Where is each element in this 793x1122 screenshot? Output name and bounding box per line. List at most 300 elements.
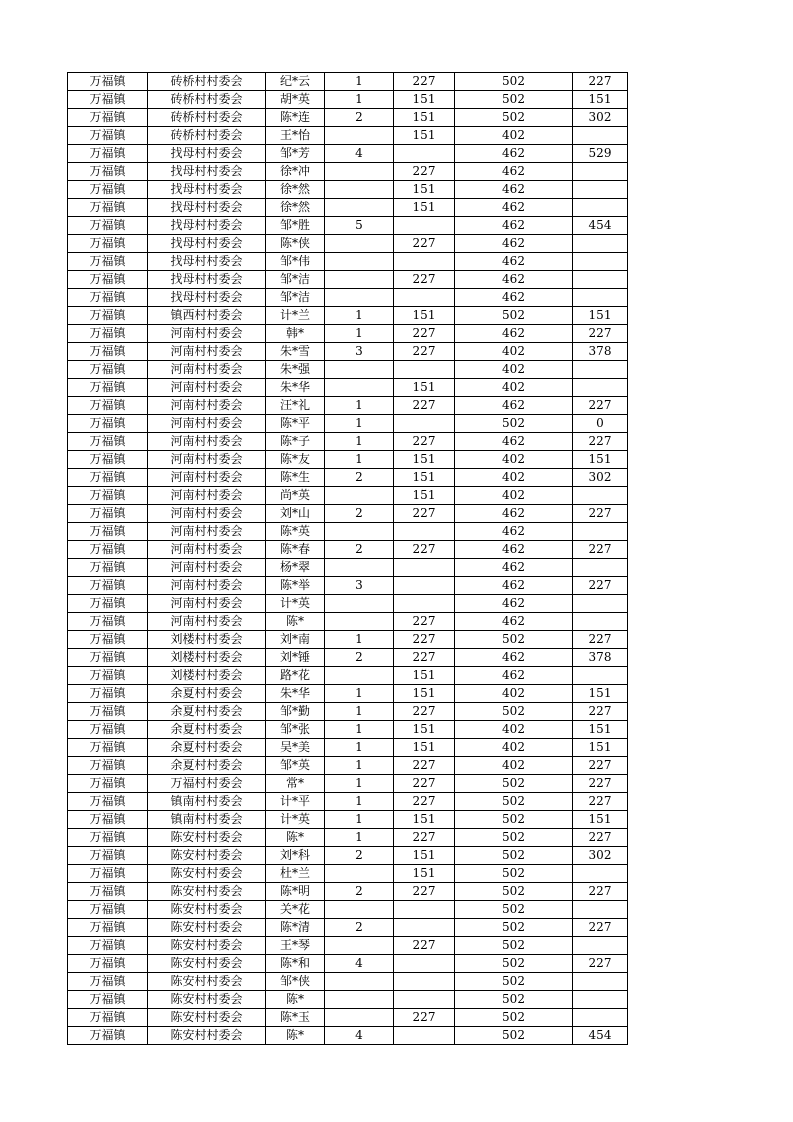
amount-a-cell: 227 <box>394 703 455 721</box>
count-cell: 1 <box>325 631 394 649</box>
committee-cell: 河南村村委会 <box>148 469 266 487</box>
amount-b-cell: 402 <box>455 685 573 703</box>
table-row <box>68 415 628 433</box>
count-cell: 2 <box>325 505 394 523</box>
committee-cell: 找母村村委会 <box>148 163 266 181</box>
count-cell: 1 <box>325 793 394 811</box>
total-cell: 151 <box>573 811 628 829</box>
total-cell <box>573 865 628 883</box>
count-cell: 2 <box>325 109 394 127</box>
amount-a-cell: 227 <box>394 649 455 667</box>
name-cell: 陈*侠 <box>266 235 325 253</box>
amount-b-cell: 462 <box>455 613 573 631</box>
committee-cell: 找母村村委会 <box>148 199 266 217</box>
town-cell: 万福镇 <box>68 991 148 1009</box>
amount-b-cell: 502 <box>455 865 573 883</box>
table-row <box>68 847 628 865</box>
committee-cell: 陈安村村委会 <box>148 883 266 901</box>
amount-a-cell: 151 <box>394 181 455 199</box>
town-cell: 万福镇 <box>68 919 148 937</box>
name-cell: 计*英 <box>266 595 325 613</box>
name-cell: 陈*平 <box>266 415 325 433</box>
total-cell: 529 <box>573 145 628 163</box>
count-cell <box>325 271 394 289</box>
table-row <box>68 289 628 307</box>
name-cell: 陈*春 <box>266 541 325 559</box>
table-row <box>68 523 628 541</box>
count-cell: 1 <box>325 757 394 775</box>
table-row <box>68 955 628 973</box>
town-cell: 万福镇 <box>68 649 148 667</box>
town-cell: 万福镇 <box>68 109 148 127</box>
count-cell: 1 <box>325 703 394 721</box>
total-cell <box>573 1009 628 1027</box>
committee-cell: 河南村村委会 <box>148 433 266 451</box>
amount-a-cell: 151 <box>394 811 455 829</box>
table-row <box>68 199 628 217</box>
total-cell: 227 <box>573 433 628 451</box>
table-row <box>68 559 628 577</box>
table-row <box>68 613 628 631</box>
total-cell <box>573 595 628 613</box>
amount-a-cell: 151 <box>394 487 455 505</box>
name-cell: 刘*南 <box>266 631 325 649</box>
amount-b-cell: 502 <box>455 811 573 829</box>
amount-a-cell: 227 <box>394 613 455 631</box>
committee-cell: 镇南村村委会 <box>148 811 266 829</box>
amount-a-cell: 151 <box>394 469 455 487</box>
count-cell: 1 <box>325 325 394 343</box>
name-cell: 汪*礼 <box>266 397 325 415</box>
amount-a-cell: 151 <box>394 667 455 685</box>
committee-cell: 余夏村村委会 <box>148 721 266 739</box>
count-cell: 4 <box>325 145 394 163</box>
table-row <box>68 379 628 397</box>
committee-cell: 河南村村委会 <box>148 415 266 433</box>
town-cell: 万福镇 <box>68 577 148 595</box>
count-cell: 1 <box>325 397 394 415</box>
town-cell: 万福镇 <box>68 865 148 883</box>
name-cell: 邹*侠 <box>266 973 325 991</box>
committee-cell: 刘楼村村委会 <box>148 649 266 667</box>
amount-b-cell: 402 <box>455 127 573 145</box>
town-cell: 万福镇 <box>68 523 148 541</box>
committee-cell: 河南村村委会 <box>148 613 266 631</box>
town-cell: 万福镇 <box>68 271 148 289</box>
count-cell: 1 <box>325 685 394 703</box>
amount-a-cell: 151 <box>394 847 455 865</box>
amount-b-cell: 502 <box>455 829 573 847</box>
committee-cell: 砖桥村村委会 <box>148 73 266 91</box>
count-cell: 1 <box>325 811 394 829</box>
total-cell <box>573 379 628 397</box>
committee-cell: 河南村村委会 <box>148 559 266 577</box>
total-cell: 302 <box>573 109 628 127</box>
town-cell: 万福镇 <box>68 451 148 469</box>
total-cell: 227 <box>573 325 628 343</box>
total-cell <box>573 901 628 919</box>
total-cell: 227 <box>573 541 628 559</box>
total-cell: 151 <box>573 91 628 109</box>
amount-b-cell: 402 <box>455 739 573 757</box>
amount-b-cell: 402 <box>455 469 573 487</box>
table-row <box>68 109 628 127</box>
count-cell: 3 <box>325 577 394 595</box>
amount-a-cell <box>394 919 455 937</box>
amount-a-cell: 151 <box>394 91 455 109</box>
name-cell: 陈*举 <box>266 577 325 595</box>
total-cell: 227 <box>573 505 628 523</box>
count-cell <box>325 595 394 613</box>
count-cell <box>325 1009 394 1027</box>
amount-b-cell: 462 <box>455 523 573 541</box>
amount-b-cell: 462 <box>455 505 573 523</box>
total-cell <box>573 361 628 379</box>
name-cell: 邹*洁 <box>266 289 325 307</box>
count-cell: 1 <box>325 73 394 91</box>
committee-cell: 陈安村村委会 <box>148 847 266 865</box>
committee-cell: 镇西村村委会 <box>148 307 266 325</box>
amount-b-cell: 502 <box>455 1027 573 1045</box>
amount-a-cell <box>394 577 455 595</box>
name-cell: 陈* <box>266 829 325 847</box>
amount-b-cell: 402 <box>455 721 573 739</box>
name-cell: 邹*英 <box>266 757 325 775</box>
committee-cell: 找母村村委会 <box>148 217 266 235</box>
total-cell: 378 <box>573 343 628 361</box>
town-cell: 万福镇 <box>68 127 148 145</box>
count-cell <box>325 361 394 379</box>
town-cell: 万福镇 <box>68 469 148 487</box>
amount-b-cell: 462 <box>455 559 573 577</box>
count-cell <box>325 991 394 1009</box>
committee-cell: 余夏村村委会 <box>148 703 266 721</box>
committee-cell: 找母村村委会 <box>148 235 266 253</box>
committee-cell: 陈安村村委会 <box>148 973 266 991</box>
table-row <box>68 361 628 379</box>
count-cell <box>325 253 394 271</box>
table-row <box>68 739 628 757</box>
committee-cell: 河南村村委会 <box>148 487 266 505</box>
count-cell <box>325 613 394 631</box>
committee-cell: 河南村村委会 <box>148 361 266 379</box>
table-row <box>68 829 628 847</box>
name-cell: 邹*胜 <box>266 217 325 235</box>
amount-b-cell: 462 <box>455 667 573 685</box>
town-cell: 万福镇 <box>68 361 148 379</box>
amount-b-cell: 402 <box>455 343 573 361</box>
count-cell: 1 <box>325 307 394 325</box>
count-cell: 2 <box>325 919 394 937</box>
town-cell: 万福镇 <box>68 181 148 199</box>
committee-cell: 找母村村委会 <box>148 181 266 199</box>
town-cell: 万福镇 <box>68 937 148 955</box>
total-cell: 151 <box>573 307 628 325</box>
town-cell: 万福镇 <box>68 829 148 847</box>
committee-cell: 镇南村村委会 <box>148 793 266 811</box>
table-body <box>68 73 628 1045</box>
data-table <box>67 72 628 1045</box>
table-row <box>68 145 628 163</box>
total-cell: 227 <box>573 703 628 721</box>
count-cell: 4 <box>325 955 394 973</box>
count-cell: 1 <box>325 415 394 433</box>
name-cell: 计*兰 <box>266 307 325 325</box>
table-row <box>68 325 628 343</box>
committee-cell: 陈安村村委会 <box>148 955 266 973</box>
count-cell <box>325 523 394 541</box>
town-cell: 万福镇 <box>68 433 148 451</box>
count-cell <box>325 199 394 217</box>
total-cell: 454 <box>573 1027 628 1045</box>
town-cell: 万福镇 <box>68 883 148 901</box>
committee-cell: 陈安村村委会 <box>148 865 266 883</box>
amount-b-cell: 462 <box>455 577 573 595</box>
town-cell: 万福镇 <box>68 667 148 685</box>
committee-cell: 陈安村村委会 <box>148 919 266 937</box>
table-row <box>68 721 628 739</box>
count-cell: 5 <box>325 217 394 235</box>
amount-b-cell: 502 <box>455 991 573 1009</box>
total-cell: 227 <box>573 793 628 811</box>
name-cell: 朱*强 <box>266 361 325 379</box>
total-cell: 227 <box>573 757 628 775</box>
amount-a-cell: 151 <box>394 451 455 469</box>
name-cell: 常* <box>266 775 325 793</box>
committee-cell: 陈安村村委会 <box>148 829 266 847</box>
table-row <box>68 433 628 451</box>
committee-cell: 刘楼村村委会 <box>148 667 266 685</box>
amount-b-cell: 462 <box>455 217 573 235</box>
committee-cell: 河南村村委会 <box>148 577 266 595</box>
amount-a-cell <box>394 523 455 541</box>
name-cell: 陈*和 <box>266 955 325 973</box>
total-cell: 227 <box>573 775 628 793</box>
table-row <box>68 307 628 325</box>
table-row <box>68 901 628 919</box>
amount-a-cell <box>394 253 455 271</box>
amount-a-cell: 227 <box>394 505 455 523</box>
name-cell: 陈*玉 <box>266 1009 325 1027</box>
table-row <box>68 451 628 469</box>
total-cell <box>573 181 628 199</box>
town-cell: 万福镇 <box>68 487 148 505</box>
amount-a-cell: 227 <box>394 757 455 775</box>
amount-b-cell: 402 <box>455 379 573 397</box>
total-cell <box>573 235 628 253</box>
count-cell: 1 <box>325 451 394 469</box>
town-cell: 万福镇 <box>68 199 148 217</box>
amount-b-cell: 402 <box>455 451 573 469</box>
total-cell <box>573 559 628 577</box>
total-cell: 227 <box>573 397 628 415</box>
name-cell: 计*英 <box>266 811 325 829</box>
town-cell: 万福镇 <box>68 307 148 325</box>
committee-cell: 河南村村委会 <box>148 379 266 397</box>
amount-a-cell: 227 <box>394 1009 455 1027</box>
count-cell <box>325 901 394 919</box>
total-cell <box>573 973 628 991</box>
table-row <box>68 181 628 199</box>
total-cell: 227 <box>573 73 628 91</box>
total-cell <box>573 667 628 685</box>
town-cell: 万福镇 <box>68 379 148 397</box>
table-row <box>68 883 628 901</box>
name-cell: 徐*然 <box>266 181 325 199</box>
amount-b-cell: 462 <box>455 145 573 163</box>
amount-b-cell: 502 <box>455 73 573 91</box>
town-cell: 万福镇 <box>68 163 148 181</box>
name-cell: 朱*华 <box>266 685 325 703</box>
table-row <box>68 793 628 811</box>
table-row <box>68 973 628 991</box>
committee-cell: 河南村村委会 <box>148 343 266 361</box>
total-cell <box>573 487 628 505</box>
name-cell: 陈*英 <box>266 523 325 541</box>
table-row <box>68 649 628 667</box>
amount-a-cell <box>394 901 455 919</box>
amount-a-cell <box>394 289 455 307</box>
town-cell: 万福镇 <box>68 505 148 523</box>
town-cell: 万福镇 <box>68 847 148 865</box>
total-cell <box>573 613 628 631</box>
amount-a-cell: 227 <box>394 541 455 559</box>
table-row <box>68 541 628 559</box>
committee-cell: 砖桥村村委会 <box>148 91 266 109</box>
table-row <box>68 487 628 505</box>
name-cell: 邹*勤 <box>266 703 325 721</box>
table-row <box>68 163 628 181</box>
town-cell: 万福镇 <box>68 955 148 973</box>
amount-b-cell: 502 <box>455 703 573 721</box>
count-cell: 1 <box>325 91 394 109</box>
committee-cell: 余夏村村委会 <box>148 685 266 703</box>
table-row <box>68 1009 628 1027</box>
table-row <box>68 253 628 271</box>
committee-cell: 河南村村委会 <box>148 541 266 559</box>
amount-b-cell: 462 <box>455 253 573 271</box>
amount-a-cell <box>394 955 455 973</box>
amount-b-cell: 502 <box>455 775 573 793</box>
name-cell: 朱*雪 <box>266 343 325 361</box>
table-row <box>68 577 628 595</box>
town-cell: 万福镇 <box>68 703 148 721</box>
name-cell: 王*琴 <box>266 937 325 955</box>
count-cell <box>325 289 394 307</box>
table-row <box>68 1027 628 1045</box>
name-cell: 计*平 <box>266 793 325 811</box>
amount-b-cell: 502 <box>455 415 573 433</box>
committee-cell: 陈安村村委会 <box>148 937 266 955</box>
amount-a-cell: 151 <box>394 865 455 883</box>
total-cell <box>573 271 628 289</box>
amount-a-cell <box>394 991 455 1009</box>
count-cell: 1 <box>325 739 394 757</box>
committee-cell: 余夏村村委会 <box>148 757 266 775</box>
count-cell: 4 <box>325 1027 394 1045</box>
amount-b-cell: 502 <box>455 883 573 901</box>
name-cell: 陈*清 <box>266 919 325 937</box>
town-cell: 万福镇 <box>68 325 148 343</box>
amount-b-cell: 462 <box>455 199 573 217</box>
amount-a-cell: 151 <box>394 307 455 325</box>
name-cell: 邹*伟 <box>266 253 325 271</box>
name-cell: 朱*华 <box>266 379 325 397</box>
town-cell: 万福镇 <box>68 631 148 649</box>
town-cell: 万福镇 <box>68 811 148 829</box>
amount-a-cell: 227 <box>394 631 455 649</box>
committee-cell: 河南村村委会 <box>148 451 266 469</box>
total-cell: 151 <box>573 739 628 757</box>
committee-cell: 砖桥村村委会 <box>148 109 266 127</box>
amount-a-cell: 227 <box>394 73 455 91</box>
committee-cell: 陈安村村委会 <box>148 1027 266 1045</box>
committee-cell: 找母村村委会 <box>148 271 266 289</box>
amount-b-cell: 402 <box>455 757 573 775</box>
total-cell <box>573 199 628 217</box>
table-row <box>68 775 628 793</box>
total-cell: 302 <box>573 469 628 487</box>
amount-a-cell <box>394 145 455 163</box>
name-cell: 陈* <box>266 613 325 631</box>
name-cell: 尚*英 <box>266 487 325 505</box>
name-cell: 邹*洁 <box>266 271 325 289</box>
total-cell <box>573 163 628 181</box>
amount-a-cell: 151 <box>394 127 455 145</box>
table-row <box>68 919 628 937</box>
total-cell: 151 <box>573 451 628 469</box>
amount-a-cell: 151 <box>394 721 455 739</box>
committee-cell: 陈安村村委会 <box>148 991 266 1009</box>
total-cell: 302 <box>573 847 628 865</box>
amount-a-cell: 227 <box>394 937 455 955</box>
amount-b-cell: 502 <box>455 937 573 955</box>
town-cell: 万福镇 <box>68 235 148 253</box>
name-cell: 关*花 <box>266 901 325 919</box>
table-row <box>68 91 628 109</box>
count-cell: 2 <box>325 469 394 487</box>
table-row <box>68 631 628 649</box>
count-cell: 2 <box>325 847 394 865</box>
town-cell: 万福镇 <box>68 721 148 739</box>
town-cell: 万福镇 <box>68 145 148 163</box>
amount-b-cell: 462 <box>455 325 573 343</box>
town-cell: 万福镇 <box>68 415 148 433</box>
amount-a-cell: 227 <box>394 325 455 343</box>
committee-cell: 河南村村委会 <box>148 595 266 613</box>
name-cell: 陈* <box>266 1027 325 1045</box>
table-row <box>68 811 628 829</box>
total-cell: 454 <box>573 217 628 235</box>
amount-b-cell: 502 <box>455 91 573 109</box>
committee-cell: 河南村村委会 <box>148 523 266 541</box>
amount-a-cell <box>394 217 455 235</box>
count-cell: 3 <box>325 343 394 361</box>
table-row <box>68 505 628 523</box>
name-cell: 杨*翠 <box>266 559 325 577</box>
table-row <box>68 397 628 415</box>
total-cell <box>573 289 628 307</box>
amount-a-cell: 227 <box>394 163 455 181</box>
committee-cell: 河南村村委会 <box>148 325 266 343</box>
amount-a-cell <box>394 973 455 991</box>
total-cell <box>573 127 628 145</box>
count-cell <box>325 487 394 505</box>
table-row <box>68 127 628 145</box>
amount-b-cell: 502 <box>455 793 573 811</box>
table-row <box>68 703 628 721</box>
amount-b-cell: 462 <box>455 595 573 613</box>
